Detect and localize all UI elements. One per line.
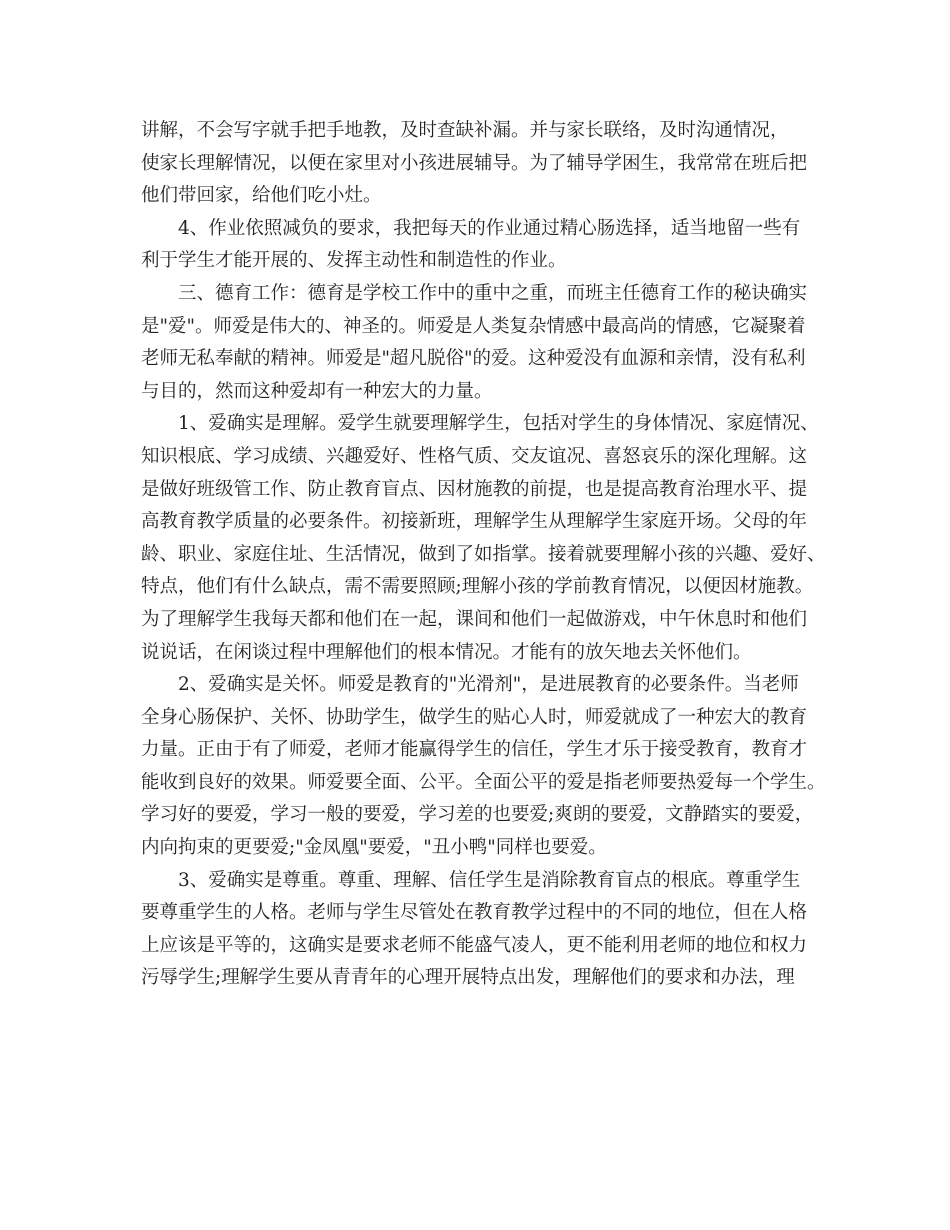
text-line: 上应该是平等的，这确实是要求老师不能盛气凌人，更不能利用老师的地位和权力 bbox=[141, 934, 808, 956]
text-line: 4、作业依照减负的要求，我把每天的作业通过精心肠选择，适当地留一些有 bbox=[178, 217, 801, 239]
text-line: 污辱学生;理解学生要从青青年的心理开展特点出发，理解他们的要求和办法，理 bbox=[141, 967, 795, 989]
text-line: 龄、职业、家庭住址、生活情况，做到了如指掌。接着就要理解小孩的兴趣、爱好、 bbox=[141, 543, 826, 565]
paragraph-love-care bbox=[141, 669, 826, 865]
paragraph-moral-education bbox=[141, 278, 821, 408]
text-line: 使家长理解情况，以便在家里对小孩进展辅导。为了辅导学困生，我常常在班后把 bbox=[141, 152, 808, 174]
paragraph-homework bbox=[141, 213, 821, 278]
text-line: 高教育教学质量的必要条件。初接新班，理解学生从理解学生家庭开场。父母的年 bbox=[141, 511, 808, 533]
text-line: 3、爱确实是尊重。尊重、理解、信任学生是消除教育盲点的根底。尊重学生 bbox=[178, 869, 801, 891]
text-line: 三、德育工作：德育是学校工作中的重中之重，而班主任德育工作的秘诀确实 bbox=[178, 282, 808, 304]
text-line: 老师无私奉献的精神。师爱是"超凡脱俗"的爱。这种爱没有血源和亲情，没有私利 bbox=[141, 348, 806, 370]
text-line: 他们带回家，给他们吃小灶。 bbox=[141, 185, 382, 207]
paragraph-love-respect bbox=[141, 865, 821, 995]
text-line: 能收到良好的效果。师爱要全面、公平。全面公平的爱是指老师要热爱每一个学生。 bbox=[141, 771, 826, 793]
text-line: 知识根底、学习成绩、兴趣爱好、性格气质、交友谊况、喜怒哀乐的深化理解。这 bbox=[141, 445, 808, 467]
text-line: 全身心肠保护、关怀、协助学生，做学生的贴心人时，师爱就成了一种宏大的教育 bbox=[141, 706, 808, 728]
text-line: 特点，他们有什么缺点，需不需要照顾;理解小孩的学前教育情况，以便因材施教。 bbox=[141, 576, 814, 598]
text-line: 说说话，在闲谈过程中理解他们的根本情况。才能有的放矢地去关怀他们。 bbox=[141, 641, 752, 663]
text-line: 力量。正由于有了师爱，老师才能赢得学生的信任，学生才乐于接受教育，教育才 bbox=[141, 739, 808, 761]
text-line: 是"爱"。师爱是伟大的、神圣的。师爱是人类复杂情感中最高尚的情感，它凝聚着 bbox=[141, 315, 806, 337]
text-line: 1、爱确实是理解。爱学生就要理解学生，包括对学生的身体情况、家庭情况、 bbox=[178, 413, 819, 435]
paragraph-love-understanding bbox=[141, 408, 826, 669]
document-body bbox=[141, 115, 826, 995]
text-line: 讲解，不会写字就手把手地教，及时查缺补漏。并与家长联络，及时沟通情况， bbox=[141, 120, 789, 141]
text-line: 内向拘束的更要爱;"金凤凰"要爱，"丑小鸭"同样也要爱。 bbox=[141, 837, 607, 859]
text-line: 2、爱确实是关怀。师爱是教育的"光滑剂"，是进展教育的必要条件。当老师 bbox=[178, 674, 799, 696]
paragraph-tutoring bbox=[141, 115, 821, 213]
text-line: 学习好的要爱，学习一般的要爱，学习差的也要爱;爽朗的要爱，文静踏实的要爱， bbox=[141, 804, 814, 826]
text-line: 利于学生才能开展的、发挥主动性和制造性的作业。 bbox=[141, 250, 567, 272]
text-line: 为了理解学生我每天都和他们在一起，课间和他们一起做游戏，中午休息时和他们 bbox=[141, 608, 808, 630]
text-line: 要尊重学生的人格。老师与学生尽管处在教育教学过程中的不同的地位，但在人格 bbox=[141, 902, 808, 924]
text-line: 与目的，然而这种爱却有一种宏大的力量。 bbox=[141, 380, 493, 402]
text-line: 是做好班级管工作、防止教育盲点、因材施教的前提，也是提高教育治理水平、提 bbox=[141, 478, 808, 500]
